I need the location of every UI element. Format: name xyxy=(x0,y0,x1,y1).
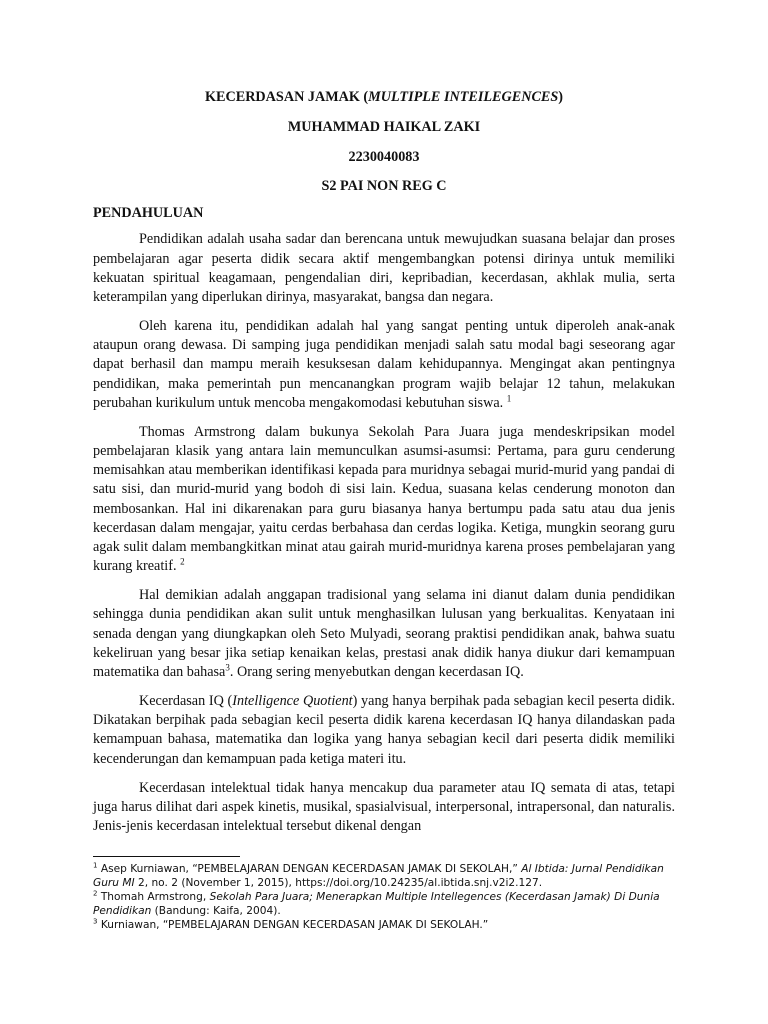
paragraph-5-text-a: Kecerdasan IQ ( xyxy=(139,692,233,709)
paragraph-1-text: Pendidikan adalah usaha sadar dan berencana untuk mewujudkan suasana belajar dan proses pembelajaran agar peserta didik secara aktif mengembangkan potensi dirinya untuk memiliki kekuatan spiritual keagamaan, pengendalian diri, kepribadian, kecerdasan, akhlak mulia, serta keterampilan yang diperlukan dirinya, masyarakat, bangsa dan negara. xyxy=(93,231,675,305)
paragraph-4 xyxy=(93,586,675,682)
document-title xyxy=(93,88,675,107)
author-name: MUHAMMAD HAIKAL ZAKI xyxy=(287,118,481,135)
paragraph-6 xyxy=(93,779,675,837)
program-class: S2 PAI NON REG C xyxy=(321,178,447,195)
footnote-3-number: 3 xyxy=(93,917,98,926)
footnote-1-text-a: Asep Kurniawan, “PEMBELAJARAN DENGAN KECERDASAN JAMAK DI SEKOLAH,” xyxy=(97,863,522,875)
title-prefix: KECERDASAN JAMAK ( xyxy=(204,89,369,105)
paragraph-4-text-a: Hal demikian adalah anggapan tradisional yang selama ini dianut dalam dunia pendidikan sehingga dunia pendidikan akan sulit untuk menghasilkan lulusan yang berkualitas. Kenyataan ini senada dengan yang diungkapkan oleh Seto Mulyadi, seorang praktisi pendidikan anak, bahwa suatu kekeliruan yang besar jika setiap kenaikan kelas, prestasi anak didik hanya diukur dari kemampuan matematika dan bahasa xyxy=(93,587,675,680)
footnote-2-number: 2 xyxy=(93,889,98,898)
paragraph-5-italic: Intelligence Quotient xyxy=(232,692,353,709)
footnote-1 xyxy=(93,862,673,890)
footnote-2 xyxy=(93,890,673,918)
title-suffix: ) xyxy=(558,89,563,105)
footnote-separator xyxy=(93,856,240,857)
section-heading: PENDAHULUAN xyxy=(93,205,204,222)
paragraph-5-text-b: ) yang hanya berpihak pada sebagian kecil peserta didik. Dikatakan berpihak pada sebagian kecil peserta didik karena kecerdasan IQ hanya dilandaskan pada kemampuan bahasa, matematika dan logika yang hanya sebagian kecil dari peserta didik memiliki kecenderungan dan kemampuan pada ketiga materi itu. xyxy=(93,692,676,767)
paragraph-3-text: Thomas Armstrong dalam bukunya Sekolah Para Juara juga mendeskripsikan model pembelajaran klasik yang antara lain memunculkan asumsi-asumsi: Pertama, para guru cenderung memisahkan atau memberikan identifikasi kepada para muridnya sebagai murid-murid yang pandai di satu sisi, dan murid-murid yang bodoh di sisi lain. Kedua, suasana kelas cenderung monoton dan membosankan. Hal ini dikarenakan para guru biasanya hanya bertumpu pada satu atau dua jenis kecerdasan dalam mengajar, yaitu cerdas berbahasa dan cerdas logika. Ketiga, mungkin seorang guru agak sulit dalam membangkitkan minat atau gairah murid-muridnya karena proses pembelajaran yang kurang kreatif. xyxy=(93,423,675,575)
footnote-1-italic: Al Ibtida: Jurnal Pendidikan Guru MI xyxy=(93,863,664,889)
footnote-3-text: Kurniawan, “PEMBELAJARAN DENGAN KECERDASAN JAMAK DI SEKOLAH.” xyxy=(97,919,489,931)
footnote-ref-2[interactable]: 2 xyxy=(180,556,185,567)
paragraph-2 xyxy=(93,317,675,413)
paragraph-3 xyxy=(93,423,675,577)
paragraph-4-text-b: . Orang sering menyebutkan dengan kecerdasan IQ. xyxy=(229,663,524,680)
footnote-1-number: 1 xyxy=(93,861,98,870)
footnote-3 xyxy=(93,918,673,932)
footnote-2-text-b: (Bandung: Kaifa, 2004). xyxy=(151,905,281,917)
paragraph-2-text: Oleh karena itu, pendidikan adalah hal yang sangat penting untuk diperoleh anak-anak ataupun orang dewasa. Di samping juga pendidikan menjadi salah satu modal bagi seseorang agar dapat berhasil dan mampu meraih kesuksesan dalam kehidupannya. Mengingat akan pentingnya pendidikan, maka pemerintah pun mencanangkan program wajib belajar 12 tahun, melakukan perubahan kurikulum untuk mencoba mengakomodasi kebutuhan siswa. xyxy=(93,317,675,411)
footnotes xyxy=(93,862,673,932)
footnote-2-italic: Sekolah Para Juara; Menerapkan Multiple Intellegences (Kecerdasan Jamak) Di Dunia Pendidikan xyxy=(93,891,660,917)
footnote-1-text-b: 2, no. 2 (November 1, 2015), https://doi.org/10.24235/al.ibtida.snj.v2i2.127. xyxy=(134,877,543,889)
paragraph-5 xyxy=(93,692,675,769)
document-body xyxy=(93,88,675,846)
footnote-ref-3[interactable]: 3 xyxy=(225,662,230,673)
student-id: 2230040083 xyxy=(348,148,420,165)
title-italic: MULTIPLE INTEILEGENCES xyxy=(368,89,559,105)
paragraph-6-text: Kecerdasan intelektual tidak hanya mencakup dua parameter atau IQ semata di atas, tetapi juga harus dilihat dari aspek kinetis, musikal, spasialvisual, interpersonal, intrapersonal, dan naturalis. Jenis-jenis kecerdasan intelektual tersebut dikenal dengan xyxy=(93,779,675,834)
footnote-ref-1[interactable]: 1 xyxy=(506,392,512,403)
paragraph-1 xyxy=(93,230,675,307)
footnote-2-text-a: Thomah Armstrong, xyxy=(97,891,210,903)
